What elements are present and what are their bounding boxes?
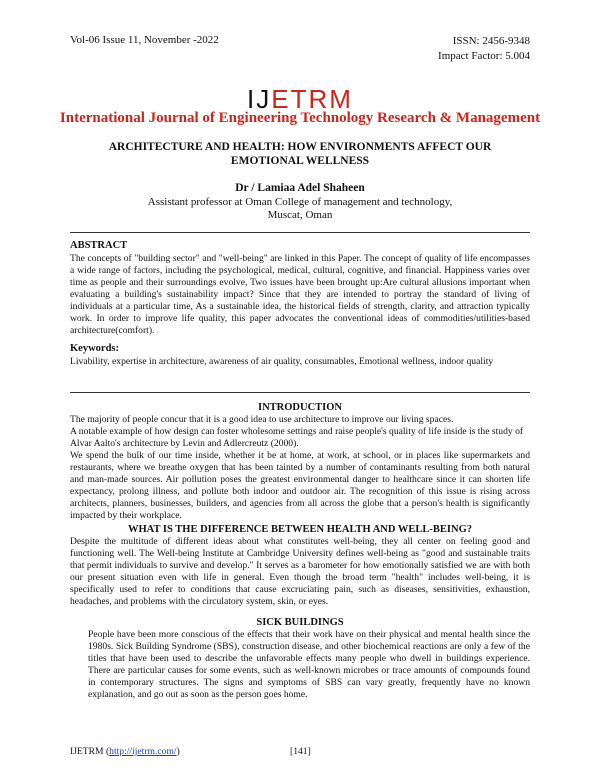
introduction-paragraph-3: We spend the bulk of our time inside, whether it be at home, at work, at school, or in places like supermarkets and restaurants, where we breathe oxygen that has been tainted by a number of contaminants resulting from both natural and man-made sources. Air pollution poses the greatest environmental danger to healthcare since it can shorten life expectancy, prolong illness, and pollute both indoor and outdoor air. The recognition of this issue is rising across architects, planners, businesses, builders, and agencies from all across the globe that a person's health is significantly impacted by their workplace. [70, 450, 530, 521]
issue-info: Vol-06 Issue 11, November -2022 [70, 34, 219, 46]
affiliation-line-2: Muscat, Oman [267, 209, 333, 221]
introduction-body [70, 414, 530, 522]
author-affiliation [100, 196, 500, 222]
introduction-paragraph-2: A notable example of how design can foster wholesome settings and raise people's quality of life inside is the study of Alvar Aalto's architecture by Levin and Adlercreutz (2000). [70, 426, 524, 449]
journal-name: International Journal of Engineering Technology Research & Management [59, 110, 541, 126]
footer-journal [70, 746, 180, 757]
paper-title-line-1: ARCHITECTURE AND HEALTH: HOW ENVIRONMENTS AFFECT OUR [108, 141, 492, 153]
difference-text: Despite the multitude of different ideas about what constitutes well-being, they all center on feeling good and functioning well. The Well-being Institute at Cambridge University defines well-being as "good and sustainable traits that permit individuals to survive and develop." It serves as a barometer for how emotionally satisfied we are with both our present situation even with life in general. Even though the broad term "health" includes well-being, it is specifically used to refer to conditions that cause excruciating pain, such as diseases, sensitivities, exhaustion, headaches, and problems with the circulatory system, skin, or eyes. [70, 536, 530, 607]
logo-accent: ETRM [271, 84, 353, 114]
issn: ISSN: 2456-9348 [452, 35, 530, 47]
page-number: [141] [290, 746, 311, 757]
footer-suffix: ) [176, 746, 180, 757]
abstract-text: The concepts of "building sector" and "well-being" are linked in this Paper. The concept of quality of life encompasses a wide range of factors, including the psychological, medical, cultural, cognitive, and financial. Happiness varies over time as people and their surroundings evolve, Two issues have been brought up:Are cultural allusions important when evaluating a building's sustainability impact? Since that they are intended to portray the standard of living of individuals at a particular time, As a sustainable idea, the historical fields of strength, clarity, and attraction typically work. In order to improve life quality, this paper advocates the conventional ideas of commodities/utilities-based architecture(comfort). [70, 253, 530, 336]
introduction-paragraph-1: The majority of people concur that it is a good idea to use architecture to improve our living spaces. [70, 414, 454, 425]
keywords-text: Livability, expertise in architecture, awareness of air quality, consumables, Emotional wellness, indoor quality [70, 356, 494, 367]
keywords-heading: Keywords: [70, 343, 119, 354]
sick-buildings-heading: SICK BUILDINGS [256, 617, 344, 628]
logo-prefix: IJ [247, 84, 272, 114]
introduction-heading: INTRODUCTION [257, 402, 342, 413]
paper-title-line-2: EMOTIONAL WELLNESS [230, 155, 370, 167]
abstract-heading: ABSTRACT [70, 240, 128, 251]
footer-prefix: IJETRM ( [70, 746, 110, 757]
divider-bottom [70, 392, 530, 393]
impact-factor: Impact Factor: 5.004 [438, 50, 530, 62]
paper-title [80, 140, 520, 168]
journal-meta [438, 34, 530, 64]
footer-link[interactable]: http://ijetrm.com/ [109, 746, 177, 757]
sick-buildings-text: People have been more conscious of the effects that their work have on their physical and mental health since the 1980s. Sick Building Syndrome (SBS), construction disease, and other biochemical reactions are only a few of the titles that have been used to describe the unfavorable effects many people who dwell in buildings experience. There are particular causes for some events, such as well-known microbes or trace amounts of compounds found in contemporary structures. The signs and symptoms of SBS can vary greatly, frequently have no known explanation, and go out as soon as the person goes home. [88, 629, 530, 700]
divider-top [70, 232, 530, 233]
author-name: Dr / Lamiaa Adel Shaheen [235, 182, 365, 194]
affiliation-line-1: Assistant professor at Oman College of management and technology, [147, 196, 453, 208]
difference-heading: WHAT IS THE DIFFERENCE BETWEEN HEALTH AND WELL-BEING? [128, 524, 472, 535]
